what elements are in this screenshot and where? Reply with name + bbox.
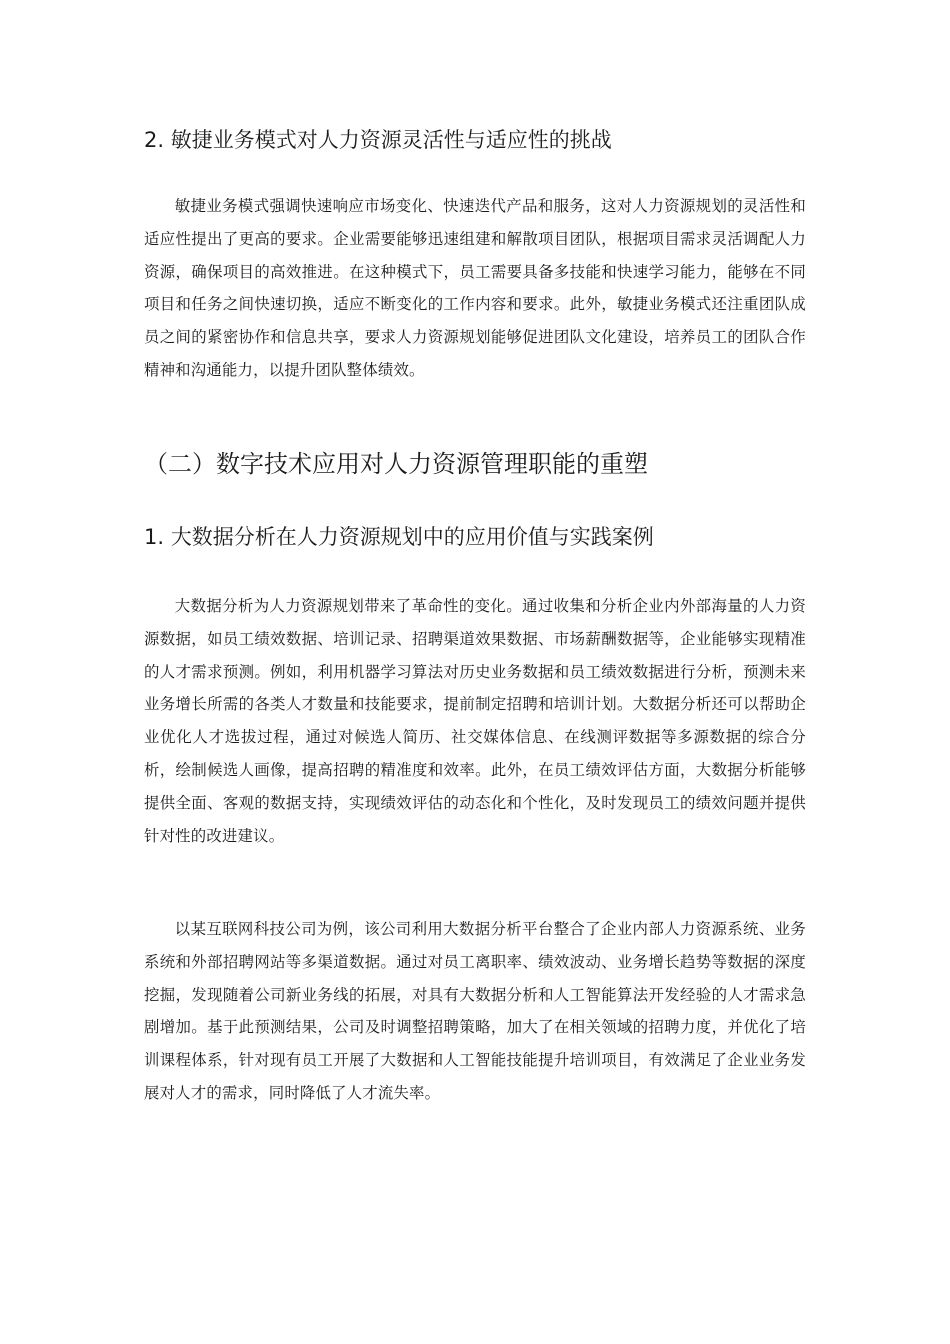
paragraph-bigdata-case: 以某互联网科技公司为例，该公司利用大数据分析平台整合了企业内部人力资源系统、业务系统和外部招聘网站等多渠道数据。通过对员工离职率、绩效波动、业务增长趋势等数据的深度挖掘，发现随着公司新业务线的拓展，对具有大数据分析和人工智能算法开发经验的人才需求急剧增加。基于此预测结果，公司及时调整招聘策略，加大了在相关领域的招聘力度，并优化了培训课程体系，针对现有员工开展了大数据和人工智能技能提升培训项目，有效满足了企业业务发展对人才的需求，同时降低了人才流失率。	[144, 920, 806, 1102]
heading-digital-reshaping: （二）数字技术应用对人力资源管理职能的重塑	[144, 450, 648, 478]
paragraph-bigdata-value: 大数据分析为人力资源规划带来了革命性的变化。通过收集和分析企业内外部海量的人力资源数据，如员工绩效数据、培训记录、招聘渠道效果数据、市场薪酬数据等，企业能够实现精准的人才需求预测。例如，利用机器学习算法对历史业务数据和员工绩效数据进行分析，预测未来业务增长所需的各类人才数量和技能要求，提前制定招聘和培训计划。大数据分析还可以帮助企业优化人才选拔过程，通过对候选人简历、社交媒体信息、在线测评数据等多源数据的综合分析，绘制候选人画像，提高招聘的精准度和效率。此外，在员工绩效评估方面，大数据分析能够提供全面、客观的数据支持，实现绩效评估的动态化和个性化，及时发现员工的绩效问题并提供针对性的改进建议。	[144, 597, 806, 845]
paragraph-agile-challenge: 敏捷业务模式强调快速响应市场变化、快速迭代产品和服务，这对人力资源规划的灵活性和适应性提出了更高的要求。企业需要能够迅速组建和解散项目团队，根据项目需求灵活调配人力资源，确保项目的高效推进。在这种模式下，员工需要具备多技能和快速学习能力，能够在不同项目和任务之间快速切换，适应不断变化的工作内容和要求。此外，敏捷业务模式还注重团队成员之间的紧密协作和信息共享，要求人力资源规划能够促进团队文化建设，培养员工的团队合作精神和沟通能力，以提升团队整体绩效。	[144, 197, 806, 379]
heading-agile-challenge: 2. 敏捷业务模式对人力资源灵活性与适应性的挑战	[144, 128, 612, 152]
heading-bigdata-application: 1. 大数据分析在人力资源规划中的应用价值与实践案例	[144, 525, 654, 549]
